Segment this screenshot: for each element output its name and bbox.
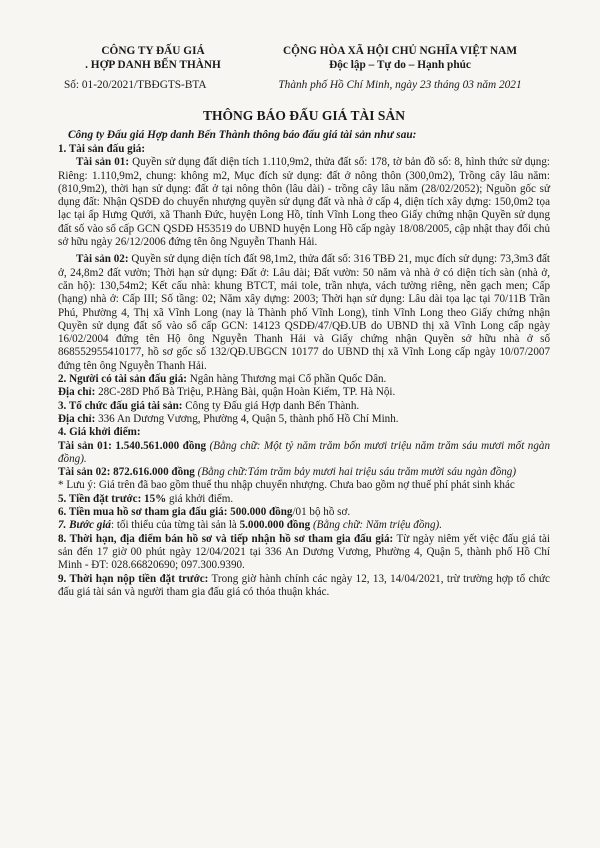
section-6-heading: 6. Tiền mua hồ sơ tham gia đấu giá:	[58, 506, 228, 519]
section-9-heading: 9. Thời hạn nộp tiền đặt trước:	[58, 572, 209, 585]
section-3-address	[58, 413, 550, 426]
intro-line: Công ty Đấu giá Hợp danh Bến Thành thông báo đấu giá tài sản như sau:	[68, 129, 417, 141]
asset-2-label: Tài sản 02:	[76, 253, 129, 266]
section-7-text: : tối thiểu của từng tài sản là	[110, 519, 240, 532]
section-5-rest: giá khởi điểm.	[166, 492, 234, 505]
document-header	[58, 44, 550, 92]
section-5-heading: 5. Tiền đặt trước:	[58, 492, 142, 505]
section-2-address-text: 28C-28D Phố Bà Triệu, P.Hàng Bài, quận Hoàn Kiếm, TP. Hà Nội.	[95, 386, 396, 399]
section-2	[58, 373, 550, 386]
section-3-address-text: 336 An Dương Vương, Phường 4, Quận 5, thành phố Hồ Chí Minh.	[95, 412, 399, 425]
bid-step-value: 5.000.000 đồng	[239, 519, 311, 532]
section-1-heading: 1. Tài sản đấu giá:	[58, 143, 146, 155]
section-8	[58, 533, 550, 573]
section-6	[58, 506, 550, 519]
section-9-text: Trong giờ hành chính các ngày 12, 13, 14/04/2021, trừ trường hợp tổ chức đấu giá tài sản và người tham gia đấu giá có thỏa thuận khác.	[58, 572, 550, 598]
section-3-address-label: Địa chỉ:	[58, 412, 96, 425]
dossier-fee: 500.000 đồng	[227, 506, 293, 519]
asset-1-text: Quyền sử dụng đất diện tích 1.110,9m2, thửa đất số: 178, tờ bản đồ số: 8, hình thức sử dụng: Riêng: 1.110,9m2, chung: không m2, Mục đích sử dụng: đất ở nông thôn (300,0m2), Trồng cây lâu năm: (810,9m2), thời hạn sử dụng: đất ở tại nông thôn (lâu dài) - trồng cây lâu năm (28/02/2052); Nguồn gốc sử dụng đất: Nhận QSDĐ do chuyển nhượng quyền sử dụng đất và nhà ở cấp 4, diện tích xây dựng: 150,0m2 tọa lạc tại ấp Hưng Qưới, xã Thanh Đức, huyện Long Hồ, tỉnh Vĩnh Long theo Giấy chứng nhận Quyền sử dụng đất số vào sổ cấp GCN QSDĐ H53519 do UBND huyện Long Hồ cấp ngày 18/08/2005, cập nhật thay đổi chủ sở hữu ngày 26/12/2006 đứng tên ông Nguyễn Thanh Hải.	[58, 156, 550, 249]
nation-title: CỘNG HÒA XÃ HỘI CHỦ NGHĨA VIỆT NAM	[282, 45, 518, 57]
issuer-block	[58, 44, 248, 92]
starting-price-2-value: Tài sản 02: 872.616.000 đồng	[58, 466, 195, 479]
section-3-heading: 3. Tổ chức đấu giá tài sản:	[58, 399, 183, 412]
section-2-address-label: Địa chỉ:	[58, 386, 96, 399]
starting-price-2-words: (Bằng chữ:Tám trăm bảy mươi hai triệu sáu trăm mười sáu ngàn đồng)	[194, 466, 517, 479]
price-note: * Lưu ý: Giá trên đã bao gồm thuế thu nhập chuyển nhượng. Chưa bao gồm nợ thuế phí phát sinh khác	[58, 479, 515, 492]
starting-price-2	[58, 466, 550, 479]
section-4-heading: 4. Giá khởi điểm:	[58, 426, 141, 439]
deposit-percent: 15%	[141, 492, 167, 505]
asset-2-text: Quyền sử dụng diện tích đất 98,1m2, thửa đất số: 316 TBĐ 21, mục đích sử dụng: 73,3m3 đất ở, 24,8m2 đất vườn; Thời hạn sử dụng: Đất ở: Lâu dài; Đất vườn: 50 năm và nhà ở có diện tích sàn (nhà ở, căn hộ): 130,54m2; Kết cấu nhà: khung BTCT, mái tole, trần nhựa, vách tường riêng, nền gạch men; Cấp (hạng) nhà ở: Cấp III; Số tầng: 02; Năm xây dựng: 2003; Thời hạn sử dụng: Lâu dài tọa lạc tại 70/11B Trần Phú, Phường 4, Thị xã Vĩnh Long (nay là Thành phố Vĩnh Long), tỉnh Vĩnh Long theo Giấy chứng nhận Quyền sử dụng đất số vào sổ cấp GCN: 14123 QSDĐ/47/QĐ.UB do UBND thị xã Vĩnh Long cấp ngày 16/02/2004 đứng tên Hộ ông Nguyễn Thanh Hải và Giấy chứng nhận Quyền sở hữu nhà ở số 868552955410177, hồ sơ gốc số 132/QĐ.UBGCN 10177 do UBND thị xã Vĩnh Long cấp ngày 10/07/2007 đứng tên ông Nguyễn Thanh Hải.	[58, 253, 550, 372]
section-2-address	[58, 386, 550, 399]
document-body	[58, 143, 550, 599]
asset-1-label: Tài sản 01:	[76, 156, 130, 169]
section-6-rest: /01 bộ hồ sơ.	[292, 506, 351, 519]
section-5	[58, 493, 550, 506]
section-9	[58, 573, 550, 600]
document-number: Số: 01-20/2021/TBĐGTS-BTA	[64, 79, 207, 91]
section-2-heading: 2. Người có tài sản đấu giá:	[58, 373, 187, 386]
document-title: THÔNG BÁO ĐẤU GIÁ TÀI SẢN	[203, 108, 405, 123]
section-2-text: Ngân hàng Thương mại Cổ phần Quốc Dân.	[187, 373, 387, 386]
section-7-heading: 7. Bước giá	[58, 519, 111, 532]
starting-price-1-value: Tài sản 01: 1.540.561.000 đồng	[58, 439, 207, 452]
section-3-text: Công ty Đấu giá Hợp danh Bến Thành.	[182, 399, 360, 412]
national-block	[250, 44, 550, 92]
section-7	[58, 519, 550, 532]
starting-price-1-words: (Bằng chữ: Một tỷ năm trăm bốn mươi triệu năm trăm sáu mươi mốt ngàn đồng).	[58, 439, 550, 465]
company-name-line1: CÔNG TY ĐẤU GIÁ	[101, 45, 205, 57]
starting-price-1	[58, 440, 550, 467]
section-8-heading: 8. Thời hạn, địa điểm bán hồ sơ và tiếp nhận hồ sơ tham gia đấu giá:	[58, 532, 394, 545]
bid-step-words: (Bằng chữ: Năm triệu đồng).	[310, 519, 442, 532]
asset-1-paragraph	[58, 156, 550, 249]
national-motto: Độc lập – Tự do – Hạnh phúc	[329, 59, 471, 71]
company-name-line2: . HỢP DANH BẾN THÀNH	[85, 59, 221, 71]
section-8-text: Từ ngày niêm yết việc đấu giá tài sản đến 17 giờ 00 phút ngày 12/04/2021 tại 336 An Dương Vương, Phường 4, Quận 5, thành phố Hồ Chí Minh - ĐT: 028.66820690; 097.300.9390.	[58, 532, 550, 572]
asset-2-paragraph	[58, 253, 550, 373]
section-3	[58, 400, 550, 413]
place-date: Thành phố Hồ Chí Minh, ngày 23 tháng 03 năm 2021	[278, 79, 522, 91]
